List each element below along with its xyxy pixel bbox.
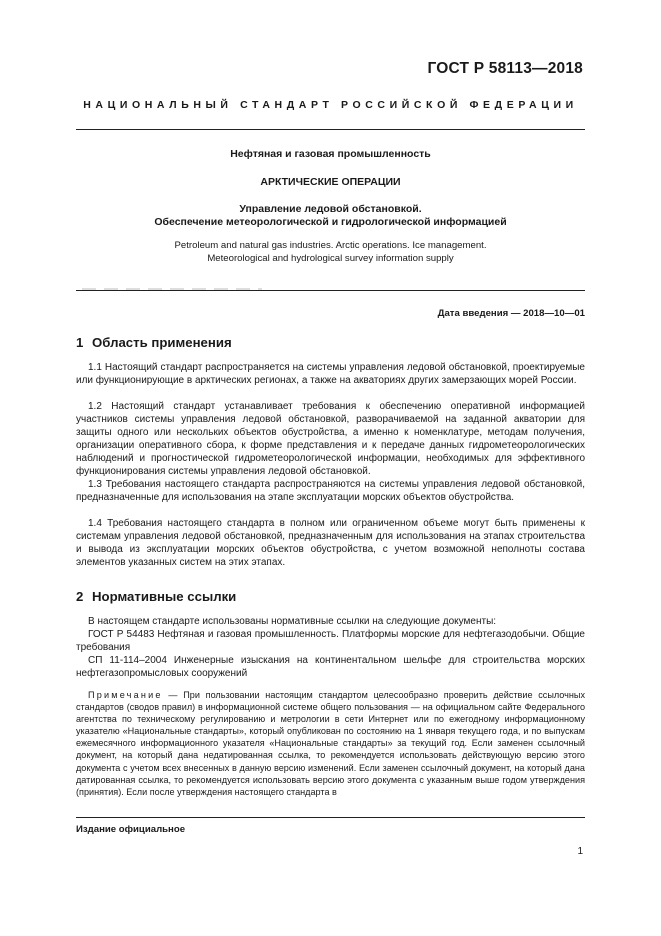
reference-sp: СП 11-114–2004 Инженерные изыскания на континентальном шельфе для строительства морских нефтегазопромысловых сооружений <box>76 655 585 679</box>
document-title: АРКТИЧЕСКИЕ ОПЕРАЦИИ <box>260 176 401 188</box>
footer-divider <box>76 817 585 818</box>
english-title-line-1: Petroleum and natural gas industries. Arctic operations. Ice management. <box>174 240 487 251</box>
note-block <box>76 689 585 798</box>
note-text: — При пользовании настоящим стандартом целесообразно проверить действие ссылочных стандартов (сводов правил) в информационной системе общего пользования — на официальном сайте Федерального агентства по техническому регулированию и метрологии в сети Интернет или по ежегодному информационному указателю «Национальные стандарты», который опубликован по состоянию на 1 января текущего года, и по выпускам ежемесячного информационного указателя «Национальные стандарты» за текущий год. Если заменен ссылочный документ, на который дана недатированная ссылка, то рекомендуется использовать действующую версию этого документа с учетом всех внесенных в данную версию изменений. Если заменен ссылочный документ, на который дана датированная ссылка, то рекомендуется использовать версию этого документа с указанным выше годом утверждения (принятия). Если после утверждения настоящего стандарта в <box>76 690 585 797</box>
section-2-number: 2 <box>76 589 84 604</box>
paragraph-1-4: 1.4 Требования настоящего стандарта в полном или ограниченном объеме могут быть применены к системам управления ледовой обстановкой, предназначенным для использования на этапах строительства и вывода из эксплуатации морских объектов обустройства, с учетом возможной неполноты состава элементов указанных систем на этих этапах. <box>76 518 585 568</box>
subtitle-line-1: Управление ледовой обстановкой. <box>239 203 422 215</box>
section-1-heading <box>76 335 232 350</box>
reference-gost: ГОСТ Р 54483 Нефтяная и газовая промышленность. Платформы морские для нефтегазодобычи. Общие требования <box>76 629 585 653</box>
national-standard-heading: НАЦИОНАЛЬНЫЙ СТАНДАРТ РОССИЙСКОЙ ФЕДЕРАЦИИ <box>83 99 578 111</box>
title-divider <box>76 290 585 291</box>
document-code: ГОСТ Р 58113—2018 <box>427 60 583 77</box>
introduction-date: Дата введения — 2018—10—01 <box>437 308 585 319</box>
paragraph-2-intro: В настоящем стандарте использованы нормативные ссылки на следующие документы: <box>88 616 497 627</box>
top-divider <box>76 129 585 130</box>
official-edition-label: Издание официальное <box>76 824 186 835</box>
section-2-heading <box>76 589 236 604</box>
section-1-number: 1 <box>76 335 84 350</box>
page-number: 1 <box>577 846 583 857</box>
paragraph-1-3: 1.3 Требования настоящего стандарта распространяются на системы управления ледовой обстановкой, предназначенные для использования на этапе эксплуатации морских объектов обустройства. <box>76 479 585 503</box>
note-label: Примечание <box>88 690 163 700</box>
paragraph-1-1: 1.1 Настоящий стандарт распространяется на системы управления ледовой обстановкой, проектируемые или функционирующие в арктических регионах, а также на акваториях других замерзающих морей России. <box>76 362 585 386</box>
section-2-title: Нормативные ссылки <box>92 589 237 604</box>
industry-line: Нефтяная и газовая промышленность <box>230 148 431 160</box>
section-1-title: Область применения <box>92 335 232 350</box>
subtitle-line-2: Обеспечение метеорологической и гидрологической информацией <box>154 216 507 228</box>
english-title-line-2: Meteorological and hydrological survey information supply <box>207 253 454 264</box>
paragraph-1-2: 1.2 Настоящий стандарт устанавливает требования к обеспечению оперативной информацией участников системы управления ледовой обстановкой, разворачиваемой на заданной акватории для защиты одного или нескольких объектов обустройства, а именно к номенклатуре, методам получения, организации оперативного сбора, к форме представления и к передаче данных гидрометеорологических наблюдений и прогностической гидрометеорологической информации, необходимых для эффективного функционирования системы управления ледовой обстановкой. <box>76 401 585 477</box>
